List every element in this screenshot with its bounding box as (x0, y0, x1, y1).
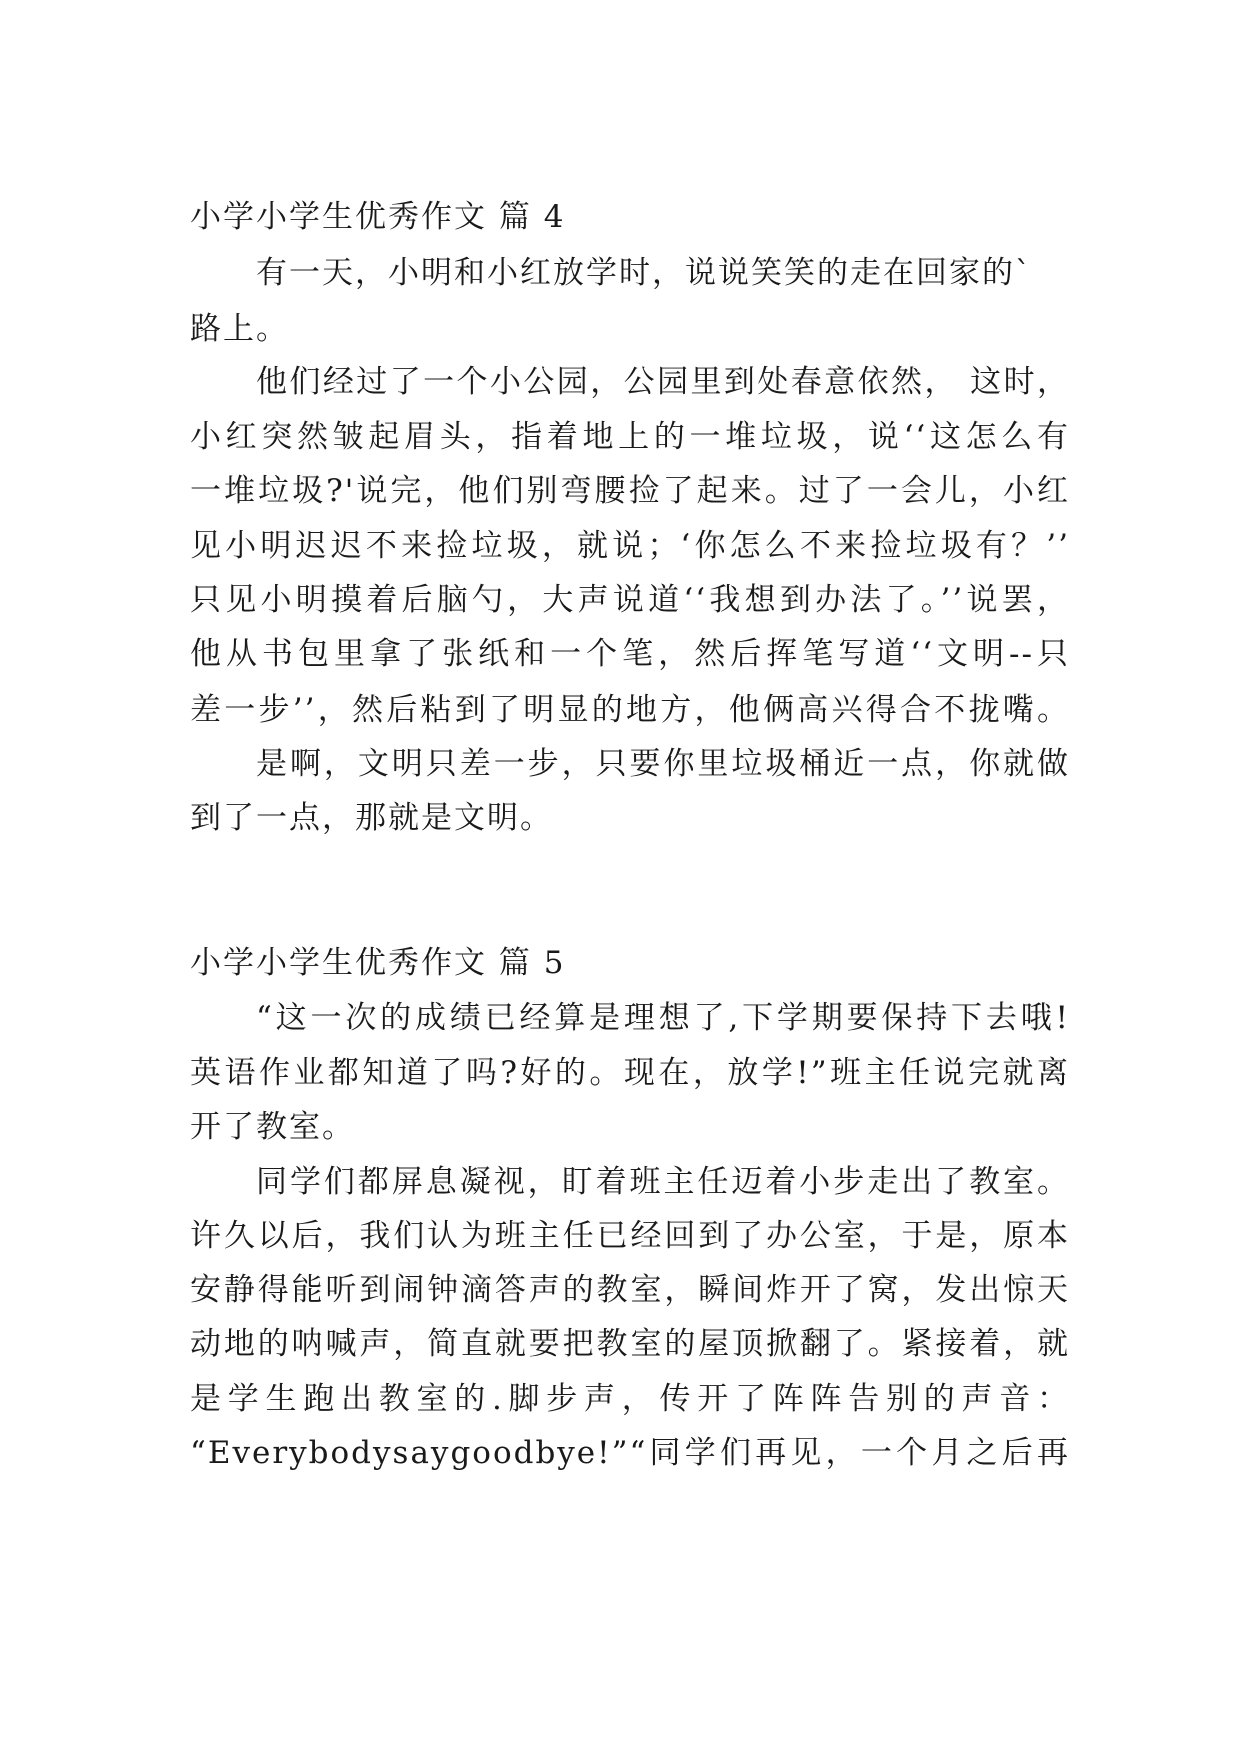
article-4-line: 到了一点，那就是文明。 (190, 800, 553, 836)
article-5-line: 开了教室。 (190, 1109, 355, 1145)
article-4-line: 他从书包里拿了张纸和一个笔，然后挥笔写道‘‘文明--只 (190, 636, 1070, 672)
article-4-line: 是啊，文明只差一步，只要你里垃圾桶近一点，你就做 (256, 746, 1070, 782)
article-5-line: “Everybodysaygoodbye!”“同学们再见，一个月之后再 (190, 1435, 1070, 1471)
article-4-line: 见小明迟迟不来捡垃圾，就说；‘你怎么不来捡垃圾有？’’ (190, 528, 1070, 564)
article-5-line: 动地的呐喊声，简直就要把教室的屋顶掀翻了。紧接着，就 (190, 1326, 1070, 1362)
article-4-line: 差一步’’，然后粘到了明显的地方，他俩高兴得合不拢嘴。 (190, 692, 1070, 728)
article-4-line: 小红突然皱起眉头，指着地上的一堆垃圾，说‘‘这怎么有 (190, 419, 1070, 455)
article-4-title: 小学小学生优秀作文 篇 4 (190, 199, 566, 235)
article-4-line: 只见小明摸着后脑勺，大声说道‘‘我想到办法了。’’说罢， (190, 582, 1070, 618)
article-5-line: 英语作业都知道了吗?好的。现在，放学!”班主任说完就离 (190, 1055, 1070, 1091)
article-4-line: 路上。 (190, 311, 289, 347)
article-5-line: 同学们都屏息凝视，盯着班主任迈着小步走出了教室。 (256, 1164, 1070, 1200)
article-4-line: 他们经过了一个小公园，公园里到处春意依然， 这时， (256, 364, 1070, 400)
article-4-line: 有一天，小明和小红放学时，说说笑笑的走在回家的` (256, 255, 1033, 291)
article-4-line: 一堆垃圾?'说完，他们别弯腰捡了起来。过了一会儿，小红 (190, 473, 1070, 509)
article-5-line: 许久以后，我们认为班主任已经回到了办公室，于是，原本 (190, 1218, 1070, 1254)
article-5-title: 小学小学生优秀作文 篇 5 (190, 945, 566, 981)
article-5-line: “这一次的成绩已经算是理想了,下学期要保持下去哦! (256, 1000, 1070, 1036)
article-5-line: 安静得能听到闹钟滴答声的教室，瞬间炸开了窝，发出惊天 (190, 1272, 1070, 1308)
article-5-line: 是学生跑出教室的.脚步声，传开了阵阵告别的声音： (190, 1381, 1070, 1417)
